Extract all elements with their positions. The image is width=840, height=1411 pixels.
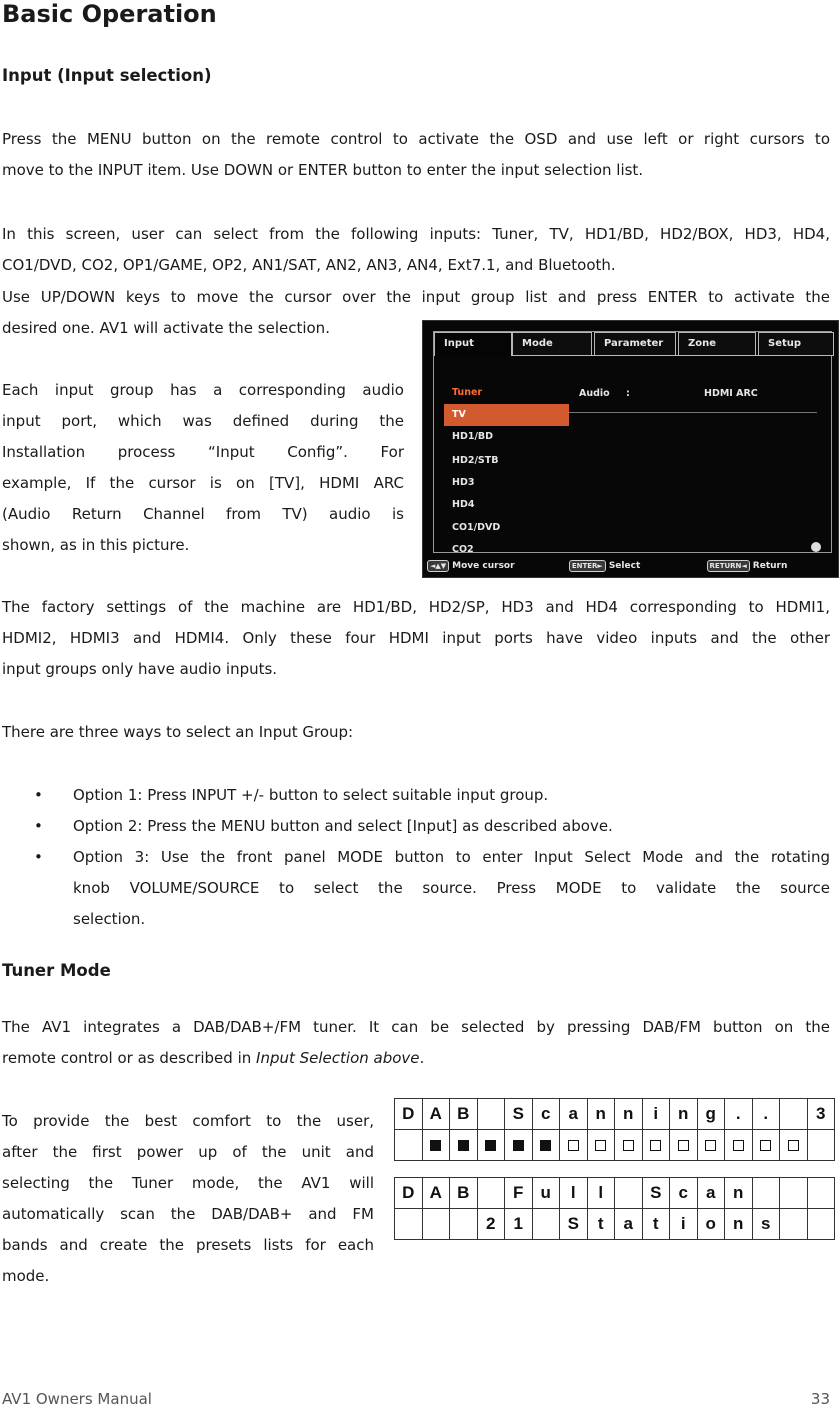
progress-block: [623, 1140, 634, 1151]
bullet-icon: •: [34, 786, 43, 804]
osd-item-co1: CO1/DVD: [452, 522, 501, 533]
lcd-cell: c: [670, 1178, 698, 1209]
lcd-cell: [505, 1130, 533, 1161]
para-inputs-l3: Use UP/DOWN keys to move the cursor over the input group list and press ENTER to activate the: [2, 288, 830, 306]
text-line: Installation process “Input Config”. For: [2, 443, 404, 461]
lcd-cell: [780, 1130, 808, 1161]
progress-block: [788, 1140, 799, 1151]
option-item: [2, 780, 830, 811]
lcd-cell: [615, 1178, 643, 1209]
option-line: Option 2: Press the MENU button and select [Input] as described above.: [73, 817, 613, 835]
lcd-cell: n: [587, 1099, 615, 1130]
bullet-icon: •: [34, 817, 43, 835]
options-list: [2, 780, 830, 935]
para-menu-l2: move to the INPUT item. Use DOWN or ENTER button to enter the input selection list.: [2, 161, 644, 179]
osd-footer-move: Move cursor: [452, 561, 515, 571]
lcd-cell: [532, 1209, 560, 1240]
lcd-cell: n: [615, 1099, 643, 1130]
osd-audio-colon: :: [626, 388, 630, 399]
enter-key-icon: ENTER►: [569, 560, 606, 572]
lcd-display-scanning: [394, 1098, 835, 1161]
progress-block: [430, 1140, 441, 1151]
lcd-cell: [807, 1130, 835, 1161]
lcd-cell: c: [532, 1099, 560, 1130]
lcd-cell: [560, 1130, 588, 1161]
option-line: Option 3: Use the front panel MODE button to enter Input Select Mode and the rotating: [73, 848, 830, 866]
lcd-cell: F: [505, 1178, 533, 1209]
lcd-cell: B: [450, 1178, 478, 1209]
option-line: knob VOLUME/SOURCE to select the source. Press MODE to validate the source: [73, 879, 830, 897]
osd-item-hd4: HD4: [452, 499, 475, 510]
para-tuner-l1: The AV1 integrates a DAB/DAB+/FM tuner. It can be selected by pressing DAB/FM button on the: [2, 1018, 830, 1036]
lcd-cell: a: [615, 1209, 643, 1240]
para-three-ways: There are three ways to select an Input Group:: [2, 723, 354, 741]
osd-item-tuner: Tuner: [452, 387, 483, 398]
para-tuner-l2: remote control or as described in Input Selection above.: [2, 1049, 425, 1067]
lcd-cell: n: [725, 1209, 753, 1240]
lcd-cell: t: [587, 1209, 615, 1240]
text-line: input groups only have audio inputs.: [2, 660, 278, 678]
osd-item-co2: CO2: [452, 544, 474, 555]
osd-tab-zone: Zone: [678, 332, 756, 356]
lcd-cell: [477, 1178, 505, 1209]
osd-item-tv: TV: [444, 404, 569, 426]
text-line: mode.: [2, 1267, 50, 1285]
option-line: selection.: [73, 910, 146, 928]
lcd-cell: [752, 1178, 780, 1209]
section-heading-tuner: Tuner Mode: [2, 961, 111, 980]
para-menu-l1: Press the MENU button on the remote control to activate the OSD and use left or right cursors to: [2, 130, 830, 148]
progress-block: [733, 1140, 744, 1151]
section-heading-input: Input (Input selection): [2, 66, 212, 85]
lcd-cell: 3: [807, 1099, 835, 1130]
lcd-cell: D: [395, 1178, 423, 1209]
lcd-cell: [395, 1209, 423, 1240]
scroll-down-icon: [811, 542, 821, 552]
lcd-cell: l: [587, 1178, 615, 1209]
lcd-row: [395, 1209, 835, 1240]
progress-block: [760, 1140, 771, 1151]
osd-tab-setup: Setup: [758, 332, 834, 356]
lcd-cell: [780, 1178, 808, 1209]
lcd-cell: [780, 1099, 808, 1130]
lcd-cell: B: [450, 1099, 478, 1130]
option-line: Option 1: Press INPUT +/- button to select suitable input group.: [73, 786, 549, 804]
lcd-cell: [450, 1130, 478, 1161]
lcd-cell: [532, 1130, 560, 1161]
osd-footer: [427, 558, 834, 574]
osd-item-hd1: HD1/BD: [452, 431, 494, 442]
lcd-cell: n: [725, 1178, 753, 1209]
lcd-cell: A: [422, 1178, 450, 1209]
osd-tab-mode: Mode: [512, 332, 592, 356]
progress-block: [595, 1140, 606, 1151]
lcd-cell: o: [697, 1209, 725, 1240]
para-inputs-l4: desired one. AV1 will activate the selection.: [2, 319, 330, 337]
osd-tab-input: Input: [434, 332, 512, 356]
para-inputs-l2: CO1/DVD, CO2, OP1/GAME, OP2, AN1/SAT, AN2, AN3, AN4, Ext7.1, and Bluetooth.: [2, 256, 616, 274]
text-line: HDMI2, HDMI3 and HDMI4. Only these four HDMI input ports have video inputs and the other: [2, 629, 830, 647]
lcd-row: [395, 1099, 835, 1130]
lcd-cell: n: [670, 1099, 698, 1130]
progress-block: [485, 1140, 496, 1151]
lcd-cell: [752, 1130, 780, 1161]
text-line: Each input group has a corresponding audio: [2, 381, 404, 399]
lcd-cell: S: [642, 1178, 670, 1209]
progress-block: [458, 1140, 469, 1151]
progress-block: [513, 1140, 524, 1151]
lcd-cell: [395, 1130, 423, 1161]
osd-audio-label: Audio: [579, 388, 610, 399]
text-line: selecting the Tuner mode, the AV1 will: [2, 1174, 374, 1192]
lcd-cell: i: [670, 1209, 698, 1240]
footer-manual-title: AV1 Owners Manual: [2, 1390, 152, 1408]
osd-input-menu-image: [422, 320, 839, 578]
lcd-cell: a: [560, 1099, 588, 1130]
lcd-cell: [477, 1130, 505, 1161]
bullet-icon: •: [34, 848, 43, 866]
page-number: 33: [810, 1390, 830, 1408]
osd-item-hd3: HD3: [452, 477, 475, 488]
lcd-cell: u: [532, 1178, 560, 1209]
progress-block: [678, 1140, 689, 1151]
lcd-cell: .: [752, 1099, 780, 1130]
option-item: [2, 842, 830, 935]
para-inputs-l1: In this screen, user can select from the following inputs: Tuner, TV, HD1/BD, HD2/BOX, HD3, HD4,: [2, 225, 830, 243]
text-line: The factory settings of the machine are HD1/BD, HD2/SP, HD3 and HD4 corresponding to HDMI1,: [2, 598, 830, 616]
lcd-row-progress: [395, 1130, 835, 1161]
text-line: shown, as in this picture.: [2, 536, 190, 554]
lcd-cell: [422, 1130, 450, 1161]
lcd-cell: [780, 1209, 808, 1240]
para-audio-port: [2, 375, 404, 561]
lcd-cell: A: [422, 1099, 450, 1130]
osd-item-hd2: HD2/STB: [452, 455, 499, 466]
lcd-cell: .: [725, 1099, 753, 1130]
lcd-cell: g: [697, 1099, 725, 1130]
lcd-cell: [615, 1130, 643, 1161]
lcd-cell: 2: [477, 1209, 505, 1240]
option-item: [2, 811, 830, 842]
lcd-display-full-scan: [394, 1177, 835, 1240]
lcd-cell: [422, 1209, 450, 1240]
osd-footer-select: Select: [608, 561, 641, 571]
lcd-cell: S: [560, 1209, 588, 1240]
lcd-cell: 1: [505, 1209, 533, 1240]
para-auto-scan: [2, 1106, 374, 1292]
lcd-cell: S: [505, 1099, 533, 1130]
lcd-cell: a: [697, 1178, 725, 1209]
progress-block: [568, 1140, 579, 1151]
lcd-cell: [587, 1130, 615, 1161]
text-line: after the first power up of the unit and: [2, 1143, 374, 1161]
lcd-cell: t: [642, 1209, 670, 1240]
lcd-cell: [725, 1130, 753, 1161]
lcd-cell: [450, 1209, 478, 1240]
lcd-cell: [807, 1178, 835, 1209]
lcd-cell: i: [642, 1099, 670, 1130]
text-line: (Audio Return Channel from TV) audio is: [2, 505, 404, 523]
text-line: To provide the best comfort to the user,: [2, 1112, 374, 1130]
lcd-cell: D: [395, 1099, 423, 1130]
lcd-cell: [477, 1099, 505, 1130]
page-title: Basic Operation: [2, 0, 217, 28]
text-line: example, If the cursor is on [TV], HDMI ARC: [2, 474, 404, 492]
progress-block: [705, 1140, 716, 1151]
progress-block: [650, 1140, 661, 1151]
para-factory-settings: [2, 592, 830, 685]
lcd-cell: s: [752, 1209, 780, 1240]
progress-block: [540, 1140, 551, 1151]
text-line: automatically scan the DAB/DAB+ and FM: [2, 1205, 374, 1223]
lcd-cell: [670, 1130, 698, 1161]
osd-footer-return: Return: [752, 561, 788, 571]
arrow-keys-icon: ◄▲▼: [427, 560, 449, 572]
text-line: input port, which was defined during the: [2, 412, 404, 430]
text-line: bands and create the presets lists for each: [2, 1236, 374, 1254]
return-key-icon: RETURN◄: [707, 560, 750, 572]
osd-tab-parameter: Parameter: [594, 332, 676, 356]
lcd-cell: [807, 1209, 835, 1240]
lcd-cell: l: [560, 1178, 588, 1209]
lcd-row: [395, 1178, 835, 1209]
lcd-cell: [697, 1130, 725, 1161]
osd-audio-value: HDMI ARC: [704, 388, 758, 399]
lcd-cell: [642, 1130, 670, 1161]
